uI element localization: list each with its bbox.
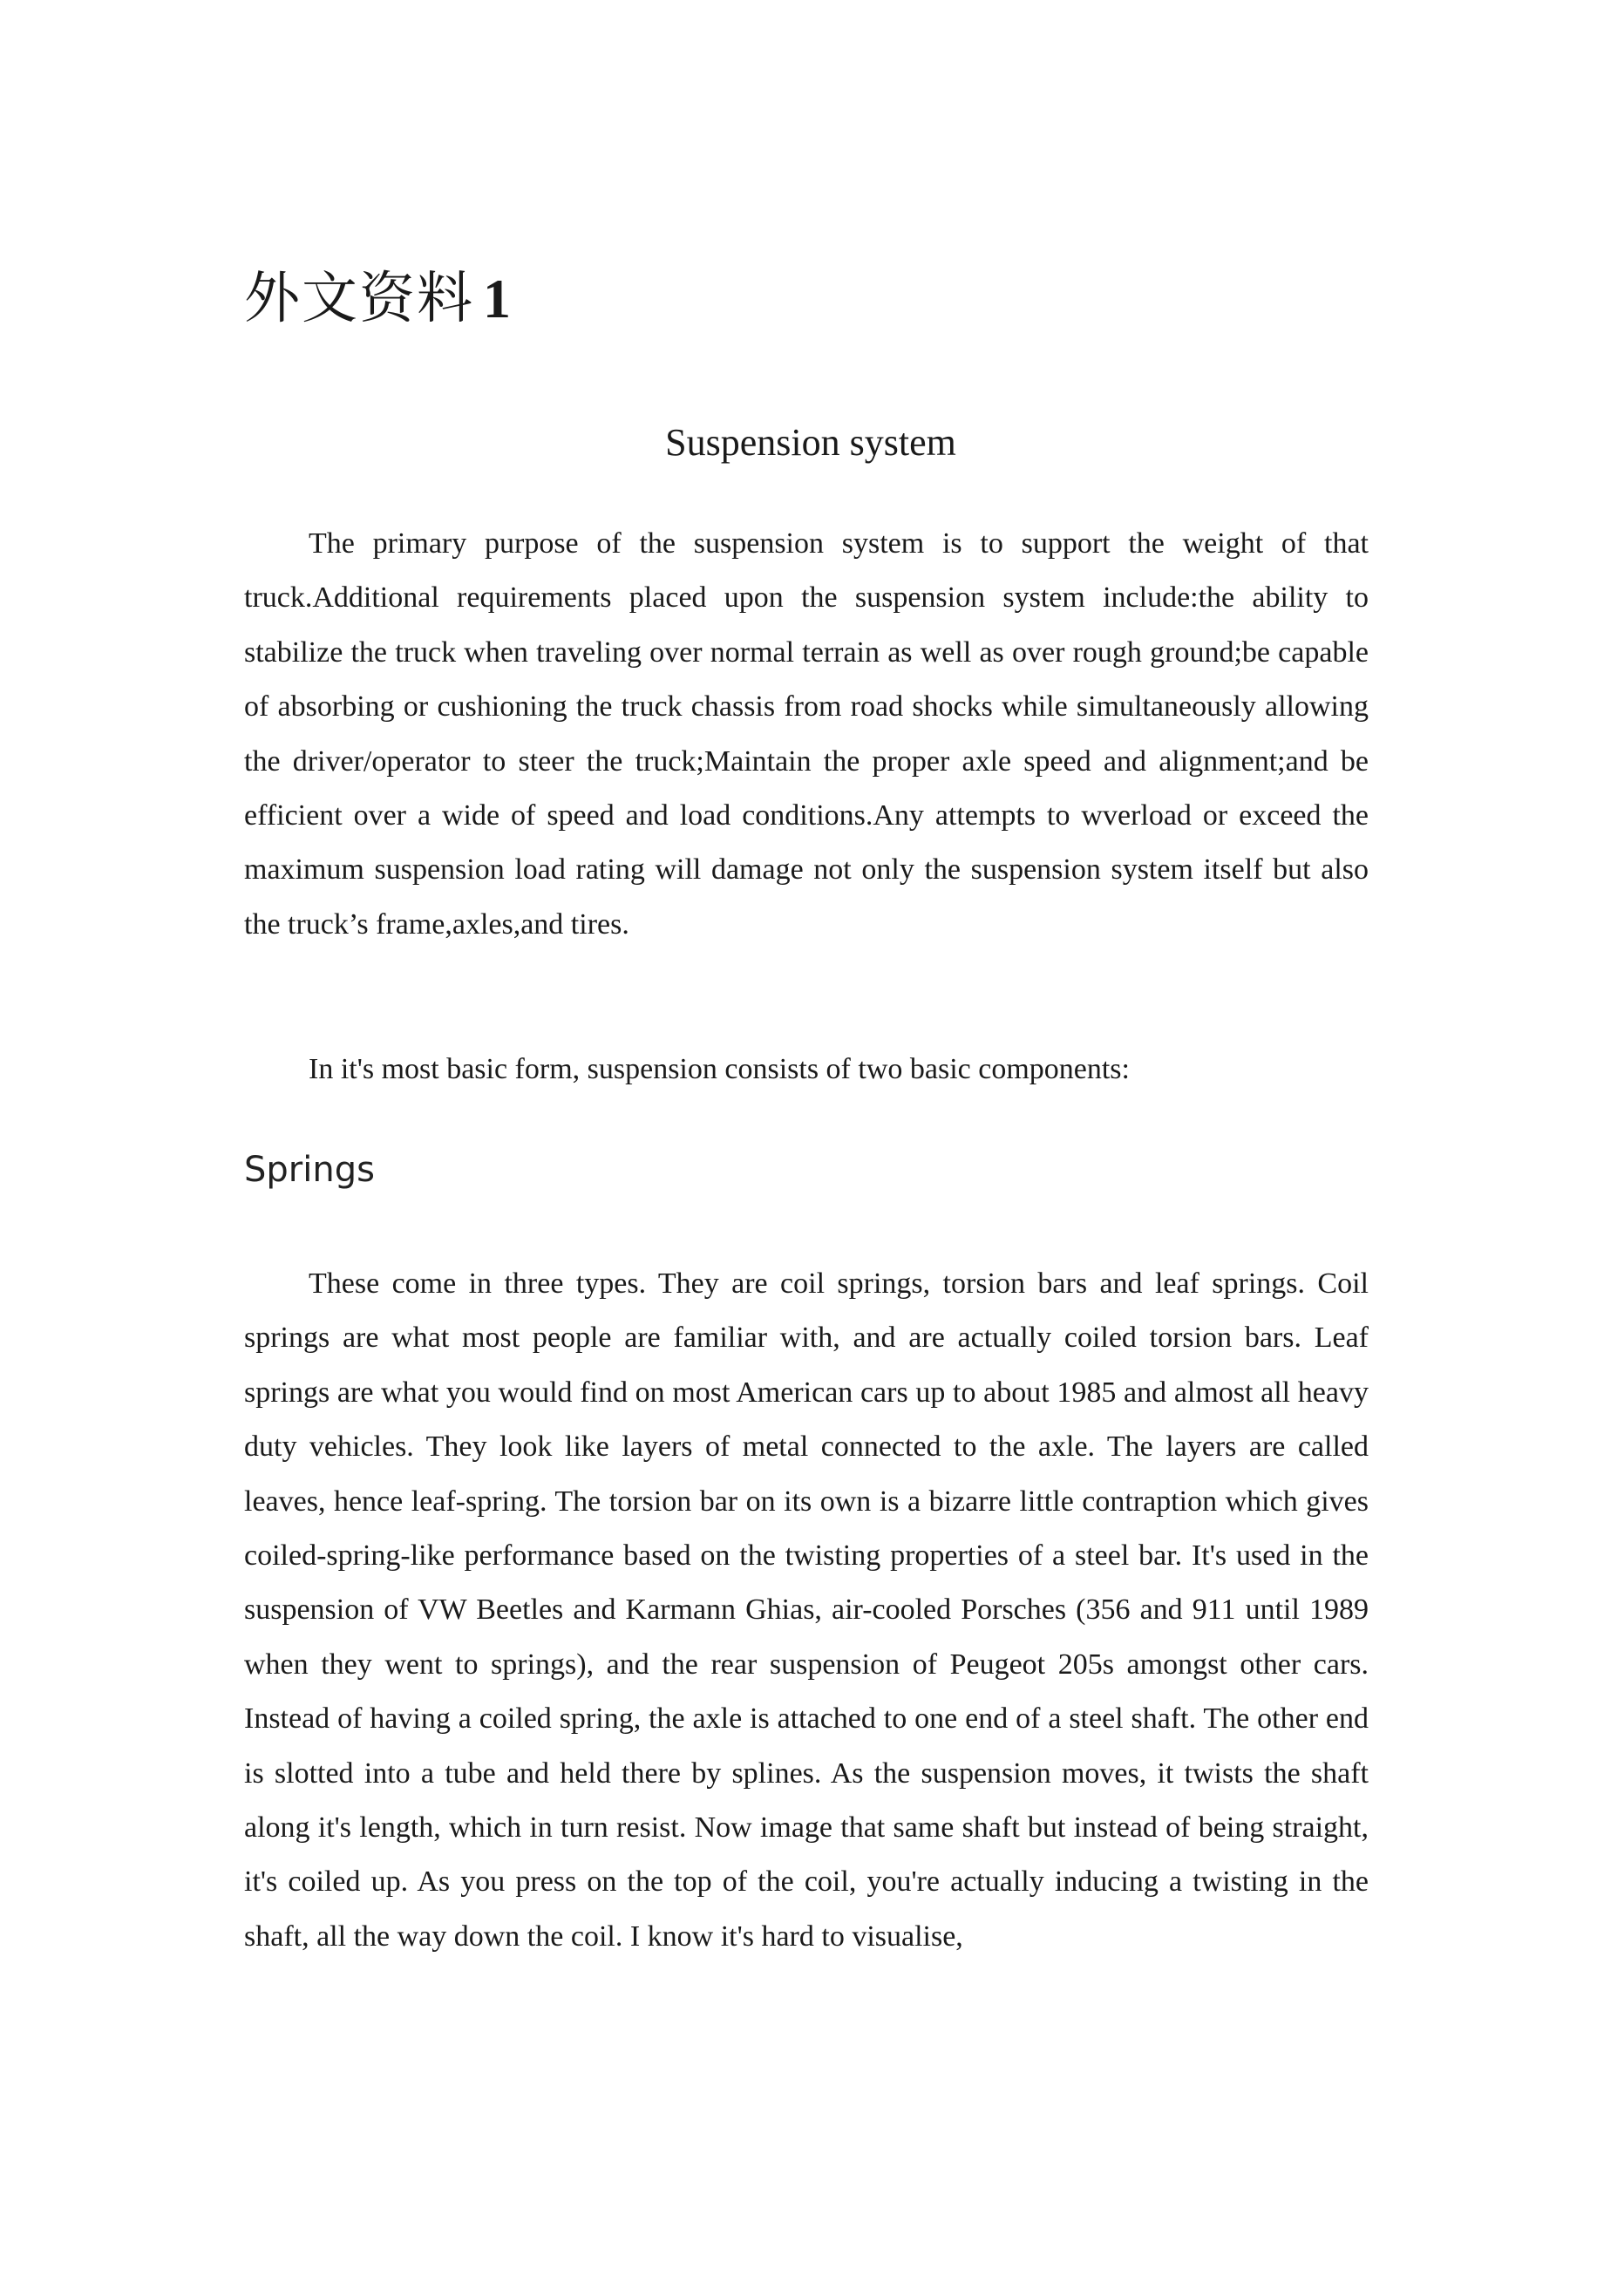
document-heading	[244, 266, 513, 333]
paragraph-springs: These come in three types. They are coil springs, torsion bars and leaf springs. Coil springs are what most people are familiar with, and are actually coiled torsion bars. Leaf springs are what you would find on most American cars up to about 1985 and almost all heavy duty vehicles. They look like layers of metal connected to the axle. The layers are called leaves, hence leaf-spring. The torsion bar on its own is a bizarre little contraption which gives coiled-spring-like performance based on the twisting properties of a steel bar. It's used in the suspension of VW Beetles and Karmann Ghias, air-cooled Porsches (356 and 911 until 1989 when they went to springs), and the rear suspension of Peugeot 205s amongst other cars. Instead of having a coiled spring, the axle is attached to one end of a steel shaft. The other end is slotted into a tube and held there by splines. As the suspension moves, it twists the shaft along it's length, which in turn resist. Now image that same shaft but instead of being straight, it's coiled up. As you press on the top of the coil, you're actually inducing a twisting in the shaft, all the way down the coil. I know it's hard to visualise,	[244, 1267, 1369, 1953]
document-heading-number: 1	[483, 268, 513, 330]
paragraph-components-intro: In it's most basic form, suspension consists of two basic components:	[309, 1053, 1130, 1085]
section-heading-springs: Springs	[244, 1150, 375, 1190]
paragraph-purpose: The primary purpose of the suspension system is to support the weight of that truck.Additional requirements placed upon the suspension system include:the ability to stabilize the truck when traveling over normal terrain as well as over rough ground;be capable of absorbing or cushioning the truck chassis from road shocks while simultaneously allowing the driver/operator to steer the truck;Maintain the proper axle speed and alignment;and be efficient over a wide of speed and load conditions.Any attempts to wverload or exceed the maximum suspension load rating will damage not only the suspension system itself but also the truck’s frame,axles,and tires.	[244, 527, 1369, 941]
document-heading-text: 外文资料	[244, 267, 474, 331]
article-title: Suspension system	[665, 421, 956, 464]
